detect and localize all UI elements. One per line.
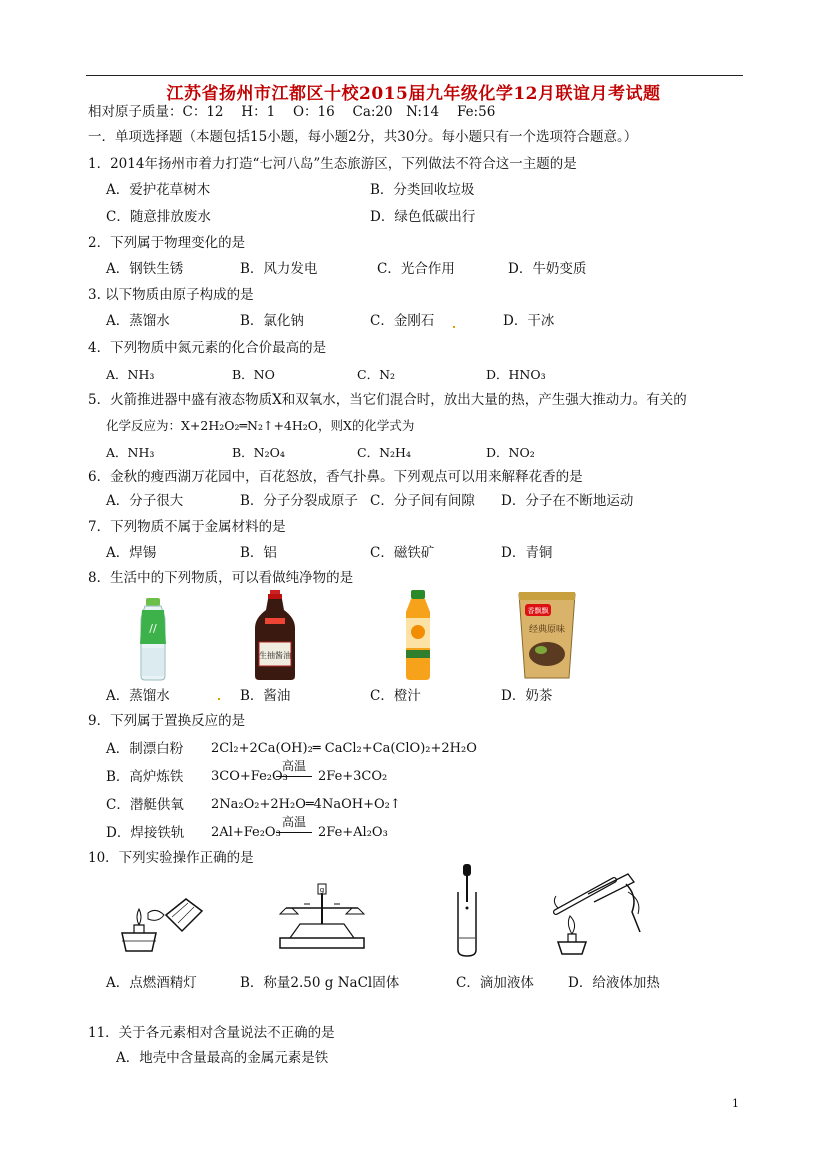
header-rule bbox=[86, 75, 743, 76]
q2-option-a: A．钢铁生锈 bbox=[106, 261, 184, 277]
q1-option-b: B．分类回收垃圾 bbox=[370, 182, 475, 198]
q6-stem: 6．金秋的瘦西湖万花园中，百花怒放，香气扑鼻。下列观点可以用来解释花香的是 bbox=[88, 469, 583, 485]
q5-option-c: C．N₂H₄ bbox=[357, 445, 411, 460]
q11-stem: 11．关于各元素相对含量说法不正确的是 bbox=[88, 1025, 335, 1041]
q2-option-b: B．风力发电 bbox=[240, 261, 318, 277]
q9-stem: 9．下列属于置换反应的是 bbox=[88, 713, 246, 729]
q3-option-b: B．氯化钠 bbox=[240, 313, 304, 329]
soy-sauce-image bbox=[251, 588, 299, 682]
q8-option-a: A．蒸馏水 bbox=[106, 688, 170, 704]
q9-option-d-arrow bbox=[276, 832, 312, 833]
q10-option-b: B．称量2.50 g NaCl固体 bbox=[240, 975, 400, 991]
q5-option-d: D．NO₂ bbox=[486, 445, 535, 460]
q10-stem: 10．下列实验操作正确的是 bbox=[88, 850, 254, 866]
q6-option-d: D．分子在不断地运动 bbox=[501, 493, 634, 509]
atomic-mass-line: 相对原子质量：C：12 H：1 O：16 Ca:20 N:14 Fe:56 bbox=[88, 104, 496, 120]
q3-option-c: C．金刚石 bbox=[370, 313, 435, 329]
q11-option-a: A．地壳中含量最高的金属元素是铁 bbox=[116, 1050, 329, 1066]
q9-option-c-label: C．潜艇供氧 bbox=[106, 797, 184, 813]
q1-option-d: D．绿色低碳出行 bbox=[370, 209, 476, 225]
q9-option-a-equation: 2Cl₂+2Ca(OH)₂═ CaCl₂+Ca(ClO)₂+2H₂O bbox=[211, 741, 477, 756]
q8-option-c: C．橙汁 bbox=[370, 688, 421, 704]
balance-weighing-image bbox=[276, 880, 368, 952]
q5-option-b: B．N₂O₄ bbox=[232, 445, 285, 460]
stray-dot bbox=[218, 698, 220, 700]
page-title: 江苏省扬州市江都区十校2015届九年级化学12月联谊月考试题 bbox=[166, 84, 661, 104]
milk-tea-brand: 香飘飘 bbox=[527, 607, 549, 615]
q9-option-d-left: 2Al+Fe₂O₃ bbox=[211, 825, 281, 840]
q9-option-b-label: B．高炉炼铁 bbox=[106, 769, 184, 785]
q3-option-a: A．蒸馏水 bbox=[106, 313, 170, 329]
heating-liquid-image bbox=[548, 872, 648, 956]
q9-option-b-arrow bbox=[276, 776, 312, 777]
q4-option-a: A．NH₃ bbox=[106, 367, 155, 382]
q5-stem-line1: 5．火箭推进器中盛有液态物质X和双氧水，当它们混合时，放出大量的热，产生强大推动力。有关的 bbox=[88, 392, 687, 408]
q1-option-a: A．爱护花草树木 bbox=[106, 182, 211, 198]
q2-option-c: C．光合作用 bbox=[377, 261, 455, 277]
q7-option-a: A．焊锡 bbox=[106, 545, 157, 561]
q5-stem-line2: 化学反应为：X+2H₂O₂═N₂↑+4H₂O，则X的化学式为 bbox=[106, 418, 415, 433]
q9-option-d-condition: 高温 bbox=[282, 815, 307, 829]
q3-option-d: D．干冰 bbox=[503, 313, 555, 329]
milk-tea-image bbox=[515, 590, 579, 680]
q7-stem: 7．下列物质不属于金属材料的是 bbox=[88, 519, 286, 535]
svg-text:g: g bbox=[319, 886, 325, 894]
q7-option-d: D．青铜 bbox=[501, 545, 553, 561]
stray-dot bbox=[453, 326, 455, 328]
milk-tea-name: 经典原味 bbox=[528, 625, 566, 635]
q10-option-a: A．点燃酒精灯 bbox=[106, 975, 197, 991]
q10-option-d: D．给液体加热 bbox=[568, 975, 660, 991]
q9-option-c-equation: 2Na₂O₂+2H₂O═4NaOH+O₂↑ bbox=[211, 797, 401, 812]
dropper-test-tube-image bbox=[452, 862, 482, 958]
q4-option-b: B．NO bbox=[232, 367, 275, 382]
q2-option-d: D．牛奶变质 bbox=[508, 261, 587, 277]
q4-option-d: D．HNO₃ bbox=[486, 367, 546, 382]
q9-option-a-label: A．制漂白粉 bbox=[106, 741, 184, 757]
q3-stem: 3. 以下物质由原子构成的是 bbox=[88, 287, 254, 303]
orange-juice-image bbox=[398, 588, 438, 682]
q2-stem: 2．下列属于物理变化的是 bbox=[88, 235, 246, 251]
q9-option-b-right: 2Fe+3CO₂ bbox=[318, 769, 388, 784]
q8-option-d: D．奶茶 bbox=[501, 688, 553, 704]
q7-option-b: B．铝 bbox=[240, 545, 277, 561]
soy-bottle-label: 生抽酱油 bbox=[259, 651, 291, 660]
q4-stem: 4．下列物质中氮元素的化合价最高的是 bbox=[88, 340, 327, 356]
q1-stem: 1．2014年扬州市着力打造“七河八岛”生态旅游区，下列做法不符合这一主题的是 bbox=[88, 156, 577, 172]
q4-option-c: C．N₂ bbox=[357, 367, 396, 382]
q7-option-c: C．磁铁矿 bbox=[370, 545, 435, 561]
q9-option-d-label: D．焊接铁轨 bbox=[106, 825, 185, 841]
q6-option-c: C．分子间有间隙 bbox=[370, 493, 475, 509]
svg-text://: // bbox=[149, 622, 157, 635]
q8-option-b: B．酱油 bbox=[240, 688, 291, 704]
q1-option-c: C．随意排放废水 bbox=[106, 209, 211, 225]
water-bottle-image bbox=[133, 596, 173, 682]
q10-option-c: C．滴加液体 bbox=[456, 975, 534, 991]
section-heading: 一．单项选择题（本题包括15小题，每小题2分，共30分。每小题只有一个选项符合题意。） bbox=[88, 129, 638, 145]
q8-stem: 8．生活中的下列物质，可以看做纯净物的是 bbox=[88, 570, 354, 586]
q6-option-a: A．分子很大 bbox=[106, 493, 184, 509]
q9-option-d-right: 2Fe+Al₂O₃ bbox=[318, 825, 388, 840]
q9-option-b-condition: 高温 bbox=[282, 759, 307, 773]
q6-option-b: B．分子分裂成原子 bbox=[240, 493, 358, 509]
page-number: 1 bbox=[732, 1097, 739, 1110]
q5-option-a: A．NH₃ bbox=[106, 445, 155, 460]
alcohol-lamp-lighting-image bbox=[116, 885, 208, 957]
q9-option-b-left: 3CO+Fe₂O₃ bbox=[211, 769, 288, 784]
